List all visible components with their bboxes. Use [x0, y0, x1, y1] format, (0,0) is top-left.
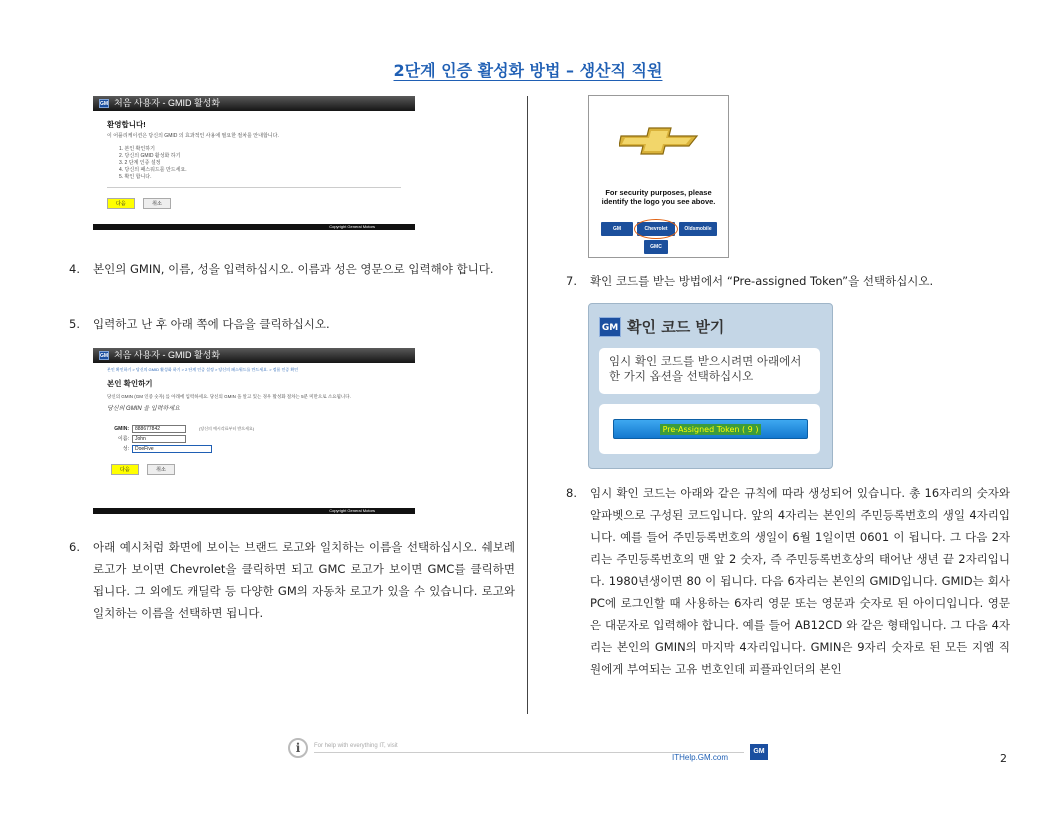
step-text: 입력하고 난 후 아래 쪽에 다음을 클릭하십시오. [93, 317, 330, 331]
last-name-input[interactable]: DoeFive [132, 445, 212, 453]
step-text: 아래 예시처럼 화면에 보이는 브랜드 로고와 일치하는 이름을 선택하십시오. 쉐보레 로고가 보이면 Chevrolet을 클릭하면 되고 GMC 로고가 보이면 GMC를 클릭하면 됩니다. 그 외에도 캐딜락 등 다양한 GM의 자동차 로고가 있을 수 있습니다. 로고와 일치하는 이름을 선택하면 됩니다. [93, 540, 515, 620]
copyright-bar: Copyright General Motors [93, 224, 415, 230]
logo-challenge [588, 95, 729, 258]
screenshot-first-user-welcome [93, 96, 415, 230]
window-title: 처음 사용자 - GMID 활성화 [114, 350, 221, 360]
step-number: 4. [69, 262, 80, 276]
step-text: 본인의 GMIN, 이름, 성을 입력하십시오. 이름과 성은 영문으로 입력해야 합니다. [93, 262, 494, 276]
form-prompt: 당신의 GMIN 을 입력하세요 [107, 406, 180, 412]
info-icon: i [288, 738, 308, 758]
list-item: 3. 2 단계 인증 설정 [119, 160, 161, 166]
cancel-button[interactable]: 취소 [143, 198, 171, 209]
welcome-heading: 환영합니다! [107, 120, 146, 129]
next-button[interactable]: 다음 [107, 198, 135, 209]
step-4 [69, 258, 515, 280]
step-number: 8. [566, 486, 577, 500]
page-title: 2단계 인증 활성화 방법 – 생산직 직원 [393, 61, 663, 80]
step-number: 5. [69, 317, 80, 331]
page-number: 2 [1000, 752, 1007, 765]
list-item: 2. 당신의 GMID 활성화 하기 [119, 153, 181, 159]
first-name-input[interactable]: John [132, 435, 186, 443]
gmin-hint: (당신의 예시각표부터 받으세요) [199, 426, 255, 431]
welcome-intro: 이 어플리케이션은 당신의 GMID 의 효과적인 사용에 필요한 절차를 안내합니다. [107, 133, 279, 139]
gmin-label: GMIN: [114, 426, 129, 432]
step-text: 확인 코드를 받는 방법에서 “Pre-assigned Token”을 선택하십시오. [590, 274, 934, 288]
window-title-bar [93, 348, 415, 363]
step-5 [69, 313, 515, 335]
option-container [599, 404, 820, 454]
step-6 [69, 536, 515, 624]
column-divider [527, 96, 528, 714]
step-number: 7. [566, 274, 577, 288]
gmin-input[interactable]: 888677842 [132, 425, 186, 433]
verification-code-panel [588, 303, 833, 469]
step-text: 임시 확인 코드는 아래와 같은 규칙에 따라 생성되어 있습니다. 총 16자리의 숫자와 알파벳으로 구성된 코드입니다. 앞의 4자리는 본인의 주민등록번호의 생일 4자리입니다. 예를 들어 주민등록번호의 생일이 6월 1일이면 0601 이 됩니다. 그 다음 2자리는 주민등록번호의 맨 앞 2 숫자, 즉 주민등록번호상의 태어난 생년 끝 2자리입니다. 1980년생이면 80 이 됩니다. 다음 6자리는 본인의 GMID입니다. GMID는 회사 PC에 로그인할 때 사용하는 6자리 영문 또는 영문과 숫자로 된 아이디입니다. 영문은 대문자로 입력해야 합니다. 예를 들어 AB12CD 와 같은 형태입니다. 그 다음 4자리는 본인의 GMIN의 마지막 4자리입니다. GMIN은 9자리 숫자로 된 모든 지엠 직원에게 부여되는 고유 번호인데 피플파인더의 본인 [590, 486, 1010, 676]
step-list [107, 146, 401, 181]
list-item: 4. 당신의 패스워드를 만드세요. [119, 167, 187, 173]
breadcrumb: 본인 확인하기 > 당신의 GMID 활성화 하기 > 2 단계 인증 설정 > 당신의 패스워드를 만드세요. > 정품 인증 확인 [107, 367, 299, 372]
first-name-label: 이름: [117, 436, 129, 442]
selection-highlight [634, 219, 678, 239]
cancel-button[interactable]: 취소 [147, 464, 175, 475]
last-name-label: 성: [122, 446, 129, 452]
step-7 [566, 270, 1010, 292]
logo-prompt: For security purposes, please identify the logo you see above. [601, 188, 716, 206]
gm-logo-icon: GM [599, 317, 621, 337]
step-8 [566, 482, 1010, 680]
chevrolet-bowtie-icon [619, 126, 699, 156]
gm-logo-icon: GM [750, 744, 768, 760]
option-gm-button[interactable]: GM [601, 222, 633, 236]
window-title: 처음 사용자 - GMID 활성화 [114, 98, 221, 108]
screenshot-identity-form [93, 348, 415, 514]
option-oldsmobile-button[interactable]: Oldsmobile [679, 222, 717, 236]
gm-logo-icon: GM [100, 101, 109, 107]
next-button[interactable]: 다음 [111, 464, 139, 475]
form-desc: 당신의 GMIN (GM 인증 숫자) 를 아래에 입력하세요. 당신의 GMIN 을 알고 있는 경우 활성화 절차는 5분 미만으로 소요됩니다. [107, 394, 351, 399]
pre-assigned-token-button[interactable]: Pre-Assigned Token ( 9 ) [613, 419, 808, 439]
help-text: For help with everything IT, visit [314, 743, 398, 749]
gm-logo-icon: GM [100, 353, 109, 359]
panel-title: 확인 코드 받기 [627, 318, 725, 336]
option-chevrolet-button[interactable]: Chevrolet [637, 222, 675, 236]
list-item: 1. 본인 확인하기 [119, 146, 155, 152]
form-heading: 본인 확인하기 [107, 379, 153, 388]
option-gmc-button[interactable]: GMC [644, 240, 668, 254]
window-title-bar [93, 96, 415, 111]
panel-header [599, 316, 724, 337]
step-number: 6. [69, 540, 80, 554]
panel-message: 임시 확인 코드를 받으시려면 아래에서 한 가지 옵션을 선택하십시오 [599, 348, 820, 394]
page-footer [288, 738, 768, 768]
help-link[interactable]: ITHelp.GM.com [672, 753, 729, 762]
copyright-bar: Copyright General Motors [93, 508, 415, 514]
list-item: 5. 확인 합니다. [119, 174, 152, 180]
